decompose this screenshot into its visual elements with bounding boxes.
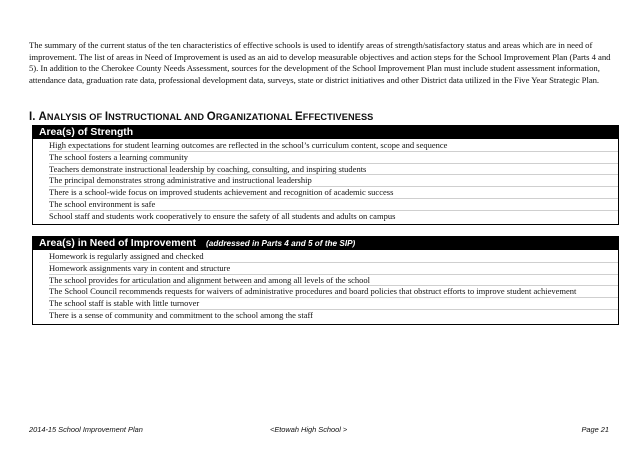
strength-header	[33, 126, 618, 139]
improvement-item: The school staff is stable with little turnover	[49, 298, 618, 310]
strength-box	[32, 125, 619, 225]
strength-item: There is a school-wide focus on improved students achievement and recognition of academic success	[49, 187, 618, 199]
strength-item: The principal demonstrates strong administrative and instructional leadership	[49, 175, 618, 187]
title-word-1-initial: A	[38, 111, 47, 123]
title-word-3-initial: O	[206, 111, 216, 123]
title-word-2-rest: NSTRUCTIONAL AND	[108, 112, 207, 122]
section-prefix: I.	[29, 111, 39, 123]
strength-title: Area(s) of Strength	[39, 127, 134, 138]
improvement-header	[33, 237, 618, 250]
title-word-1-rest: NALYSIS OF	[46, 112, 105, 122]
strength-item: School staff and students work cooperatively to ensure the safety of all students and adults on campus	[49, 210, 396, 221]
strength-list	[33, 139, 618, 224]
footer-school-name: <Etowah High School >	[270, 425, 348, 434]
section-title	[29, 111, 619, 123]
improvement-item: Homework assignments vary in content and structure	[49, 263, 618, 275]
strength-item: The school fosters a learning community	[49, 152, 618, 164]
title-word-3-rest: RGANIZATIONAL	[215, 112, 295, 122]
title-word-4-rest: FFECTIVENESS	[302, 112, 374, 122]
improvement-item: The school provides for articulation and alignment between and among all levels of the school	[49, 275, 618, 287]
improvement-item: Homework is regularly assigned and checked	[49, 251, 618, 263]
intro-paragraph: The summary of the current status of the ten characteristics of effective schools is used to identify areas of strength/satisfactory status and areas which are in need of improvement. The list of areas in Need of Improvement is used as an aid to develop measurable objectives and action steps for the School Improvement Plan (Parts 4 and 5). In addition to the Cherokee County Needs Assessment, sources for the development of the School Improvement Plan must include student assessment information, attendance data, graduation rate data, professional development data, surveys, state or district initiatives and other District data utilized in the Five Year Strategic Plan.	[29, 40, 611, 85]
strength-item: High expectations for student learning outcomes are reflected in the school’s curriculum content, scope and sequence	[49, 140, 618, 152]
improvement-item: There is a sense of community and commitment to the school among the staff	[49, 309, 313, 320]
improvement-item: The School Council recommends requests for waivers of administrative procedures and board policies that obstruct efforts to improve student achievement	[49, 286, 618, 298]
footer-plan-name: 2014-15 School Improvement Plan	[29, 425, 143, 434]
improvement-box	[32, 236, 619, 325]
strength-item: The school environment is safe	[49, 199, 618, 211]
strength-item: Teachers demonstrate instructional leadership by coaching, consulting, and inspiring students	[49, 164, 618, 176]
title-word-4-initial: E	[295, 111, 303, 123]
improvement-title: Area(s) in Need of Improvement	[39, 238, 197, 249]
title-word-2-initial: I	[104, 111, 109, 123]
footer-page-number: Page 21	[581, 425, 609, 434]
improvement-list	[33, 250, 618, 324]
improvement-note: (addressed in Parts 4 and 5 of the SIP)	[206, 239, 356, 248]
